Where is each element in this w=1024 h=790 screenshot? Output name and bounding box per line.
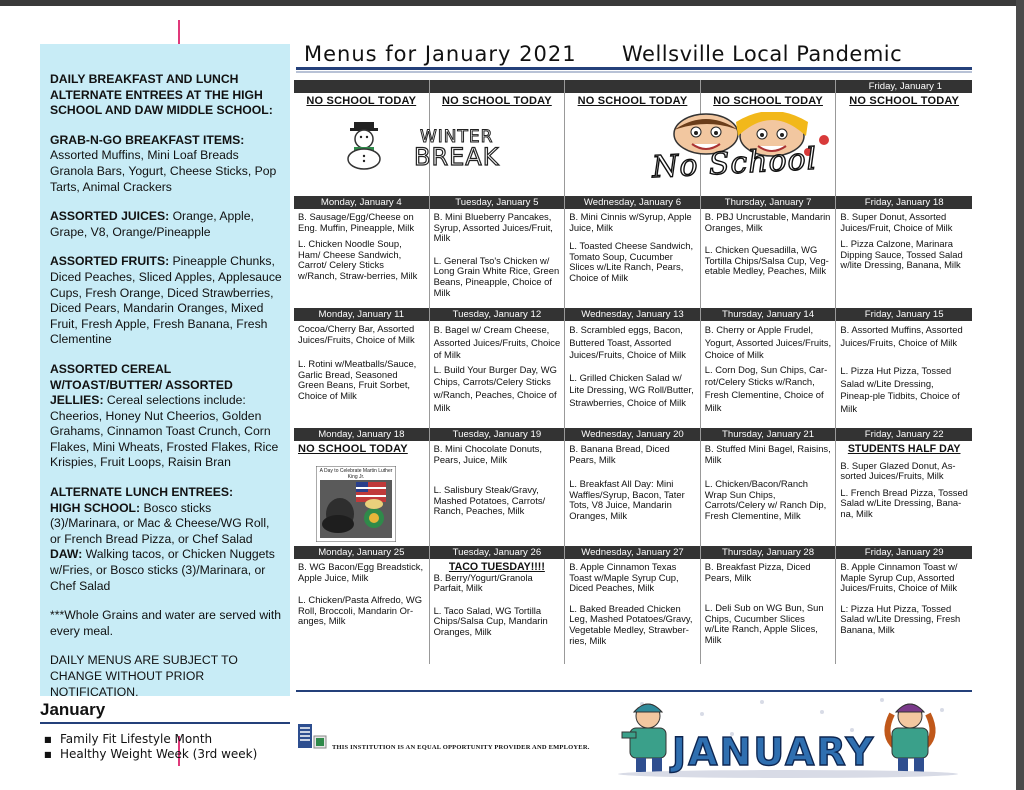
- sidebar-lunch-entrees: ALTERNATE LUNCH ENTREES: HIGH SCHOOL: Bosco sticks (3)/Marinara, or Mac & Cheese/WG Roll, or French Bread Pizza, or Chef Salad DAW: Walking tacos, or Chicken Nuggets w/Fries, or Bosco sticks (3)/Marinara, or Chef Salad: [50, 485, 275, 593]
- breakfast-text: B. Mini Blueberry Pancakes, Syrup, Assorted Juices/Fruit, Milk: [433, 211, 553, 244]
- day-cell: [701, 196, 837, 308]
- day-cell: [294, 308, 430, 428]
- lunch-text: L. Chicken Quesadilla, WG Tortilla Chips/Salsa Cup, Veg-etable Medley, Peaches, Milk: [704, 244, 829, 277]
- lunch-text: L. Grilled Chicken Salad w/ Lite Dressing, WG Roll/Butter, Strawberries, Choice of Milk: [569, 371, 694, 408]
- breakfast-text: Cocoa/Cherry Bar, Assorted Juices/Fruits, Choice of Milk: [298, 323, 415, 345]
- day-header: Friday, January 1: [836, 80, 972, 93]
- no-school-label: NO SCHOOL TODAY: [298, 443, 408, 455]
- day-header: Thursday, January 7: [701, 196, 836, 209]
- usda-logo-icon: [296, 722, 328, 752]
- lunch-text: L. Breakfast All Day: Mini Waffles/Syrup, Bacon, Tater Tots, V8 Juice, Mandarin Oranges, Milk: [569, 478, 685, 521]
- footer-rule: [296, 690, 972, 692]
- breakfast-text: B. Assorted Muffins, Assorted Juices/Fruits, Choice of Milk: [840, 324, 963, 348]
- day-header: Friday, January 18: [836, 196, 972, 209]
- lunch-text: L: Pizza Hut Pizza, Tossed Salad w/Lite Dressing, Fresh Banana, Milk: [840, 602, 961, 635]
- breakfast-text: B. Berry/Yogurt/Granola Parfait, Milk: [433, 571, 533, 594]
- day-cell: [294, 428, 430, 546]
- page-title: Menus for January 2021: [304, 42, 577, 66]
- week-row: [294, 80, 972, 196]
- day-cell: [701, 428, 837, 546]
- lunch-text: L. Deli Sub on WG Bun, Sun Chips, Cucumber Slices w/Lite Ranch, Apple Slices, Milk: [704, 602, 824, 645]
- sidebar-cereal: ASSORTED CEREAL W/TOAST/BUTTER/ ASSORTED JELLIES: Cereal selections include: Cheerios, Honey Nut Cheerios, Golden Grahams, Cinnamon Toast Crunch, Corn Flakes, Mini Wheats, Frosted Flakes, Rice Krispies, Fruit Loops, Raisin Bran: [50, 361, 279, 470]
- day-cell: [701, 308, 837, 428]
- header-rule-light: [296, 71, 972, 73]
- mlk-caption: A Day to Celebrate Martin Luther King Jr.: [319, 468, 393, 480]
- week-row: [294, 308, 972, 428]
- sidebar-intro: DAILY BREAKFAST AND LUNCH ALTERNATE ENTREES AT THE HIGH SCHOOL AND DAW MIDDLE SCHOOL:: [50, 72, 273, 118]
- alternate-entrees-sidebar: [40, 44, 290, 699]
- sidebar-disclaimer: DAILY MENUS ARE SUBJECT TO CHANGE WITHOUT PRIOR NOTIFICATION.: [50, 653, 238, 699]
- january-item: ■ Family Fit Lifestyle Month: [40, 732, 290, 747]
- breakfast-text: B. Super Donut, Assorted Juices/Fruit, Choice of Milk: [840, 211, 953, 233]
- no-school-label: NO SCHOOL TODAY: [713, 95, 823, 107]
- day-header: [701, 80, 836, 93]
- sidebar-juices: ASSORTED JUICES: Orange, Apple, Grape, V8, Orange/Pineapple: [50, 209, 254, 239]
- day-header: [294, 80, 429, 93]
- lunch-text: L. General Tso's Chicken w/ Long Grain White Rice, Green Beans, Pineapple, Choice of Milk: [433, 254, 560, 298]
- half-day-label: STUDENTS HALF DAY: [847, 443, 961, 455]
- day-header: [565, 80, 700, 93]
- header-rule: [296, 67, 972, 70]
- day-header: Wednesday, January 6: [565, 196, 700, 209]
- menu-calendar: [294, 80, 972, 664]
- day-cell: [294, 546, 430, 664]
- lunch-text: L. Pizza Calzone, Marinara Dipping Sauce, Tossed Salad w/lite Dressing, Banana, Milk: [840, 238, 963, 271]
- breakfast-text: B. Scrambled eggs, Bacon, Buttered Toast, Assorted Juices/Fruits, Choice of Milk: [569, 324, 686, 361]
- lunch-text: L. Corn Dog, Sun Chips, Car-rot/Celery Sticks w/Ranch, Fresh Clementine, Choice of Milk: [704, 363, 828, 413]
- lunch-text: L. Chicken Noodle Soup, Ham/ Cheese Sandwich, Carrot/ Celery Sticks w/Ranch, Straw-berries, Milk: [298, 238, 418, 281]
- day-header: Tuesday, January 5: [430, 196, 565, 209]
- breakfast-text: B. Banana Bread, Diced Pears, Milk: [569, 443, 670, 465]
- week-row: [294, 428, 972, 546]
- breakfast-text: B. PBJ Uncrustable, Mandarin Oranges, Milk: [704, 211, 831, 233]
- menu-header: [296, 40, 972, 70]
- breakfast-text: B. Stuffed Mini Bagel, Raisins, Milk: [704, 443, 831, 465]
- day-cell: [430, 546, 566, 664]
- lunch-text: L. Rotini w/Meatballs/Sauce, Garlic Bread, Seasoned Green Beans, Fruit Sorbet, Choice of Milk: [298, 358, 417, 401]
- district-title: Wellsville Local Pandemic: [622, 42, 903, 66]
- top-border: [0, 0, 1024, 6]
- day-cell: [430, 308, 566, 428]
- lunch-text: L. Toasted Cheese Sandwich, Tomato Soup, Cucumber Slices w/Lite Ranch, Pears, Choice of Milk: [569, 240, 694, 283]
- no-school-label: NO SCHOOL TODAY: [577, 95, 688, 107]
- day-header: Tuesday, January 19: [430, 428, 565, 441]
- day-cell: [565, 546, 701, 664]
- breakfast-text: B. Apple Cinnamon Toast w/ Maple Syrup Cup, Assorted Juices/Fruits, Choice of Milk: [840, 561, 958, 594]
- breakfast-text: B. Apple Cinnamon Texas Toast w/Maple Syrup Cup, Diced Peaches, Milk: [569, 561, 679, 594]
- right-border: [1016, 0, 1024, 790]
- breakfast-text: B. Breakfast Pizza, Diced Pears, Milk: [704, 561, 811, 583]
- day-header: Friday, January 15: [836, 308, 972, 321]
- day-cell: [294, 196, 430, 308]
- no-school-label: NO SCHOOL TODAY: [306, 95, 417, 107]
- day-header: Friday, January 22: [836, 428, 972, 441]
- day-cell: [565, 428, 701, 546]
- january-banner-text: JANUARY: [672, 730, 876, 774]
- snowman-icon: [342, 122, 386, 170]
- day-cell: [430, 428, 566, 546]
- week-row: [294, 196, 972, 308]
- january-item: ■ Healthy Weight Week (3rd week): [40, 747, 290, 762]
- day-cell: [565, 196, 701, 308]
- day-cell: [701, 546, 837, 664]
- day-header: Wednesday, January 13: [565, 308, 700, 321]
- lunch-text: L. Chicken/Bacon/Ranch Wrap Sun Chips, Carrots/Celery w/ Ranch Dip, Fresh Clementine, Milk: [704, 478, 827, 521]
- no-school-label: NO SCHOOL TODAY: [849, 95, 960, 107]
- breakfast-text: B. Mini Chocolate Donuts, Pears, Juice, Milk: [433, 443, 542, 465]
- day-header: Tuesday, January 12: [430, 308, 565, 321]
- day-cell: [836, 308, 972, 428]
- lunch-text: L. Build Your Burger Day, WG Chips, Carrots/Celery Sticks w/Ranch, Peaches, Choice of Milk: [433, 363, 557, 413]
- week-row: [294, 546, 972, 664]
- day-cell: [836, 196, 972, 308]
- lunch-text: L. Taco Salad, WG Tortilla Chips/Salsa Cup, Mandarin Oranges, Milk: [433, 604, 548, 637]
- lunch-text: L. Chicken/Pasta Alfredo, WG Roll, Broccoli, Mandarin Or-anges, Milk: [298, 594, 423, 627]
- sidebar-whole-grains-note: ***Whole Grains and water are served with every meal.: [50, 608, 281, 638]
- day-header: Friday, January 29: [836, 546, 972, 559]
- day-header: Monday, January 18: [294, 428, 429, 441]
- breakfast-text: B. Bagel w/ Cream Cheese, Assorted Juices/Fruits, Choice of Milk: [433, 324, 561, 361]
- day-header: Thursday, January 28: [701, 546, 836, 559]
- lunch-text: L. Salisbury Steak/Gravy, Mashed Potatoes, Carrots/ Ranch, Peaches, Milk: [433, 484, 546, 517]
- day-header: Monday, January 25: [294, 546, 429, 559]
- breakfast-text: B. Sausage/Egg/Cheese on Eng. Muffin, Pineapple, Milk: [298, 211, 415, 233]
- january-title: January: [40, 700, 290, 724]
- no-school-label: NO SCHOOL TODAY: [442, 95, 552, 107]
- sidebar-fruits: ASSORTED FRUITS: Pineapple Chunks, Diced Peaches, Sliced Apples, Applesauce Cups, Fresh Orange, Diced Strawberries, Diced Pears, Mandarin Oranges, Mixed Fruit, Fresh Apple, Fresh Banana, Fresh Clementine: [50, 254, 282, 347]
- day-header: [430, 80, 565, 93]
- day-cell: [836, 546, 972, 664]
- day-header: Monday, January 4: [294, 196, 429, 209]
- day-header: Monday, January 11: [294, 308, 429, 321]
- breakfast-text: B. Cherry or Apple Frudel, Yogurt, Assorted Juices/Fruits, Choice of Milk: [704, 324, 832, 361]
- day-cell: [430, 196, 566, 308]
- sidebar-breakfast-items: GRAB-N-GO BREAKFAST ITEMS: Assorted Muffins, Mini Loaf Breads Granola Bars, Yogurt, Cheese Sticks, Pop Tarts, Animal Crackers: [50, 132, 277, 194]
- taco-tuesday-label: TACO TUESDAY!!!!: [448, 561, 545, 573]
- breakfast-text: B. WG Bacon/Egg Breadstick, Apple Juice, Milk: [298, 561, 424, 583]
- january-observances: [40, 700, 290, 762]
- day-cell: [565, 308, 701, 428]
- breakfast-text: B. Super Glazed Donut, As-sorted Juices/Fruits, Milk: [840, 459, 956, 482]
- lunch-text: L. French Bread Pizza, Tossed Salad w/Lite Dressing, Bana-na, Milk: [840, 486, 968, 519]
- margin-mark-top: [178, 20, 180, 44]
- lunch-text: L. Baked Breaded Chicken Leg, Mashed Potatoes/Gravy, Vegetable Medley, Strawber-ries, Milk: [569, 602, 693, 646]
- no-school-art-text: No School: [651, 141, 819, 186]
- equal-opportunity-statement: THIS INSTITUTION IS AN EQUAL OPPORTUNITY PROVIDER AND EMPLOYER.: [332, 744, 590, 751]
- day-header: Thursday, January 14: [701, 308, 836, 321]
- day-header: Wednesday, January 20: [565, 428, 700, 441]
- day-header: Wednesday, January 27: [565, 546, 700, 559]
- day-header: Thursday, January 21: [701, 428, 836, 441]
- january-list: [40, 732, 290, 762]
- lunch-text: L. Pizza Hut Pizza, Tossed Salad w/Lite Dressing, Pineap-ple Tidbits, Choice of Milk: [840, 365, 960, 414]
- breakfast-text: B. Mini Cinnis w/Syrup, Apple Juice, Milk: [569, 211, 692, 233]
- day-header: Tuesday, January 26: [430, 546, 565, 559]
- day-cell: [836, 428, 972, 546]
- winter-break-label: WINTER BREAK: [414, 127, 500, 171]
